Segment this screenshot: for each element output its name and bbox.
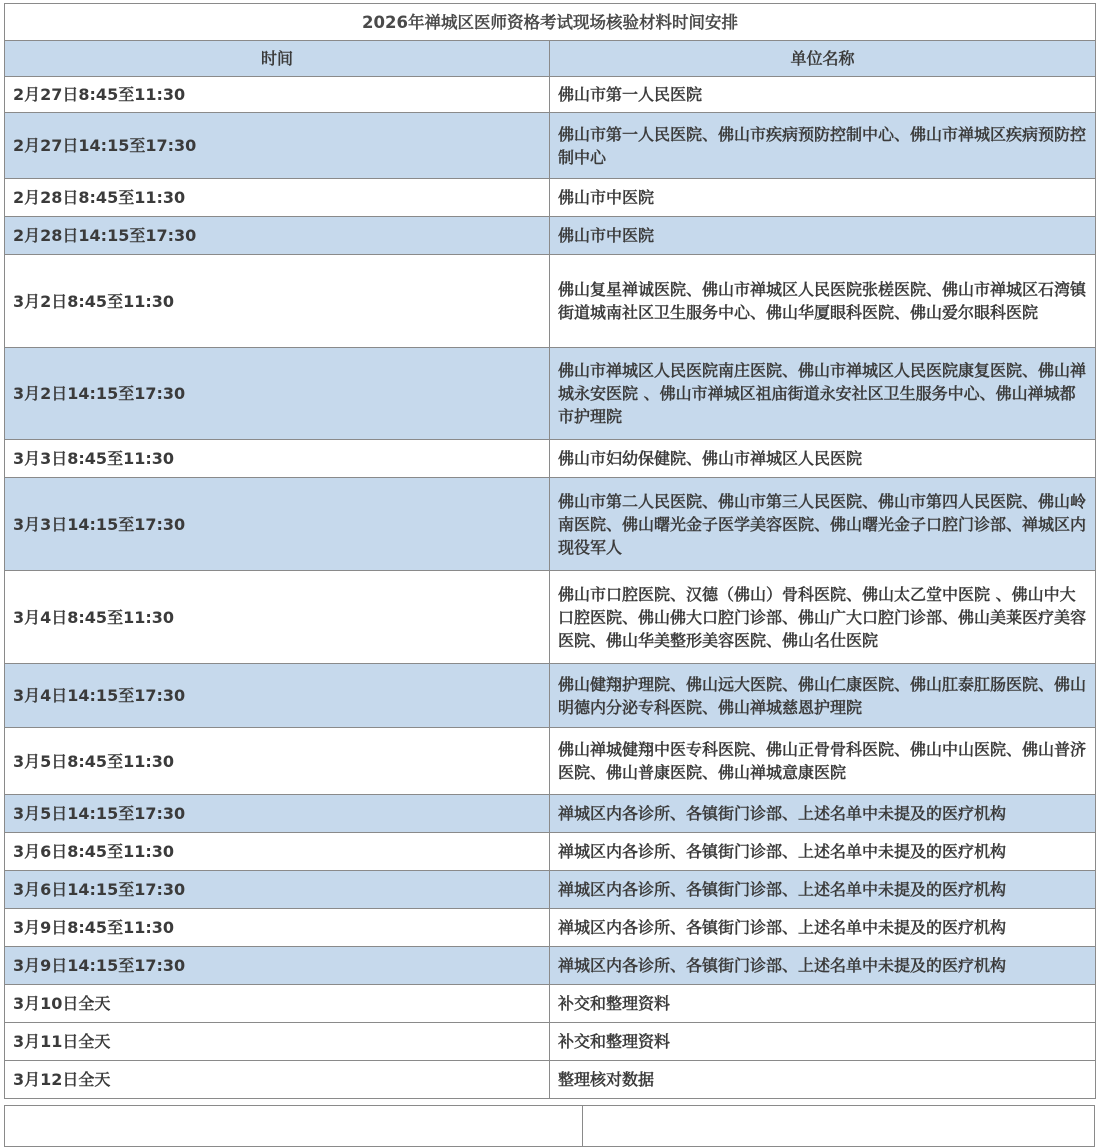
table-title-row (5, 4, 1096, 41)
table-row (5, 985, 1096, 1023)
time-cell: 3月5日8:45至11:30 (5, 728, 550, 795)
unit-name-cell: 佛山复星禅诚医院、佛山市禅城区人民医院张槎医院、佛山市禅城区石湾镇街道城南社区卫生服务中心、佛山华厦眼科医院、佛山爱尔眼科医院 (550, 255, 1096, 348)
unit-name-cell: 佛山市第一人民医院、佛山市疾病预防控制中心、佛山市禅城区疾病预防控制中心 (550, 113, 1096, 179)
unit-name-cell: 补交和整理资料 (550, 1023, 1096, 1061)
time-cell: 3月5日14:15至17:30 (5, 795, 550, 833)
time-cell: 3月9日14:15至17:30 (5, 947, 550, 985)
time-cell: 2月28日8:45至11:30 (5, 179, 550, 217)
unit-name-cell: 整理核对数据 (550, 1061, 1096, 1099)
unit-name-cell: 禅城区内各诊所、各镇街门诊部、上述名单中未提及的医疗机构 (550, 795, 1096, 833)
time-cell: 3月11日全天 (5, 1023, 550, 1061)
table-row (5, 348, 1096, 440)
table-row (5, 795, 1096, 833)
table-row (5, 217, 1096, 255)
table-row (5, 728, 1096, 795)
unit-name-cell: 佛山禅城健翔中医专科医院、佛山正骨骨科医院、佛山中山医院、佛山普济医院、佛山普康医院、佛山禅城意康医院 (550, 728, 1096, 795)
table-row (5, 255, 1096, 348)
table-row (5, 1061, 1096, 1099)
table-row (5, 571, 1096, 664)
unit-name-cell: 佛山市第一人民医院 (550, 77, 1096, 113)
time-cell: 3月6日8:45至11:30 (5, 833, 550, 871)
unit-name-cell: 佛山市中医院 (550, 179, 1096, 217)
unit-name-cell: 禅城区内各诊所、各镇街门诊部、上述名单中未提及的医疗机构 (550, 947, 1096, 985)
schedule-table (4, 3, 1096, 1099)
unit-name-cell: 禅城区内各诊所、各镇街门诊部、上述名单中未提及的医疗机构 (550, 833, 1096, 871)
table-row (5, 909, 1096, 947)
time-cell: 3月2日14:15至17:30 (5, 348, 550, 440)
time-cell: 3月10日全天 (5, 985, 550, 1023)
unit-name-cell: 禅城区内各诊所、各镇街门诊部、上述名单中未提及的医疗机构 (550, 909, 1096, 947)
time-cell: 3月2日8:45至11:30 (5, 255, 550, 348)
table-row (5, 871, 1096, 909)
table-row (5, 1023, 1096, 1061)
unit-name-cell: 佛山市中医院 (550, 217, 1096, 255)
next-table-fragment (4, 1105, 1095, 1147)
unit-name-cell: 佛山市第二人民医院、佛山市第三人民医院、佛山市第四人民医院、佛山岭南医院、佛山曙光金子医学美容医院、佛山曙光金子口腔门诊部、禅城区内现役军人 (550, 478, 1096, 571)
time-cell: 3月3日8:45至11:30 (5, 440, 550, 478)
next-table-cell (583, 1106, 1095, 1147)
time-cell: 2月27日8:45至11:30 (5, 77, 550, 113)
table-row (5, 478, 1096, 571)
table-row (5, 440, 1096, 478)
unit-name-cell: 佛山市禅城区人民医院南庄医院、佛山市禅城区人民医院康复医院、佛山禅城永安医院 、佛山市禅城区祖庙街道永安社区卫生服务中心、佛山禅城都市护理院 (550, 348, 1096, 440)
time-cell: 2月27日14:15至17:30 (5, 113, 550, 179)
time-cell: 3月4日14:15至17:30 (5, 664, 550, 728)
header-unit-name: 单位名称 (550, 41, 1096, 77)
table-row (5, 179, 1096, 217)
table-row (5, 664, 1096, 728)
time-cell: 2月28日14:15至17:30 (5, 217, 550, 255)
table-title: 2026年禅城区医师资格考试现场核验材料时间安排 (5, 4, 1096, 41)
time-cell: 3月4日8:45至11:30 (5, 571, 550, 664)
time-cell: 3月9日8:45至11:30 (5, 909, 550, 947)
unit-name-cell: 补交和整理资料 (550, 985, 1096, 1023)
unit-name-cell: 佛山市妇幼保健院、佛山市禅城区人民医院 (550, 440, 1096, 478)
time-cell: 3月3日14:15至17:30 (5, 478, 550, 571)
table-row (5, 113, 1096, 179)
header-time: 时间 (5, 41, 550, 77)
time-cell: 3月6日14:15至17:30 (5, 871, 550, 909)
unit-name-cell: 佛山市口腔医院、汉德（佛山）骨科医院、佛山太乙堂中医院 、佛山中大口腔医院、佛山佛大口腔门诊部、佛山广大口腔门诊部、佛山美莱医疗美容医院、佛山华美整形美容医院、佛山名仕医院 (550, 571, 1096, 664)
unit-name-cell: 佛山健翔护理院、佛山远大医院、佛山仁康医院、佛山肛泰肛肠医院、佛山明德内分泌专科医院、佛山禅城慈恩护理院 (550, 664, 1096, 728)
table-row (5, 77, 1096, 113)
next-table-cell (5, 1106, 583, 1147)
time-cell: 3月12日全天 (5, 1061, 550, 1099)
table-row (5, 947, 1096, 985)
unit-name-cell: 禅城区内各诊所、各镇街门诊部、上述名单中未提及的医疗机构 (550, 871, 1096, 909)
table-header-row (5, 41, 1096, 77)
table-row (5, 833, 1096, 871)
